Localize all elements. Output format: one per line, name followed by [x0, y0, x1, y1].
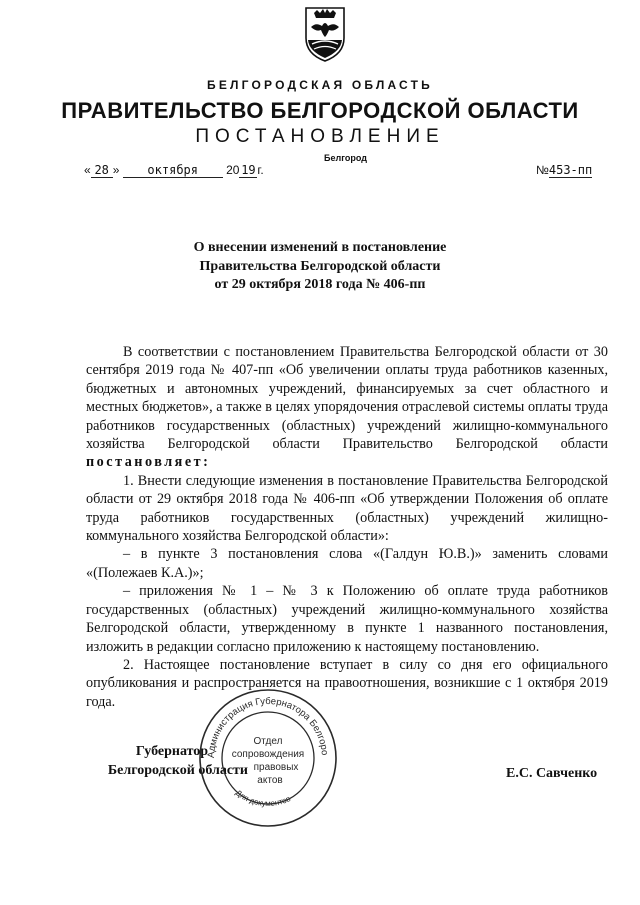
date-line	[84, 163, 264, 178]
date-year-prefix: 20	[226, 163, 240, 177]
stamp-line-2: сопровождения	[231, 749, 305, 760]
date-close-quote: »	[112, 163, 120, 177]
document-body	[86, 343, 608, 711]
number-prefix: №	[536, 163, 549, 177]
official-stamp	[196, 686, 340, 830]
stamp-line-4: актов	[257, 775, 283, 786]
stamp-line-1: Отдел	[253, 736, 283, 747]
date-month: октября	[123, 163, 223, 178]
resolution-keyword: постановляет:	[86, 454, 211, 471]
date-open-quote: «	[84, 163, 91, 177]
stamp-bottom-text: Для документов	[233, 788, 292, 809]
preamble-text: В соответствии с постановлением Правительства Белгородской области от 30 сентября 2019 года № 407-пп «Об увеличении оплаты труда работников казенных, бюджетных и автономных учреждений, финансируемых за счет областного и местных бюджетов», а также в целях упорядочения отраслевой системы оплаты труда работников государственных (областных) учреждений жилищно-коммунального хозяйства Белгородской области Правительство Белгородской области	[86, 344, 608, 453]
position-line-2: Белгородской области	[107, 763, 248, 778]
paragraph-preamble	[86, 343, 608, 472]
paragraph-subitem-b: – приложения № 1 – № 3 к Положению об оплате труда работников государственных (областных) учреждений жилищно-коммунального хозяйства Белгородской области, утвержденному в пункте 1 названного постановления, изложить в редакции согласно приложению к настоящему постановлению.	[86, 583, 608, 655]
paragraph-item-2: 2. Настоящее постановление вступает в силу со дня его официального опубликования и распространяется на правоотношения, возникшие с 1 октября 2019 года.	[86, 656, 608, 710]
paragraph-item-1: 1. Внести следующие изменения в постановление Правительства Белгородской области от 29 октября 2018 года № 406-пп «Об утверждении Положения об оплате труда работников государственных (областных) учреждений жилищно-коммунального хозяйства Белгородской области»:	[86, 472, 608, 545]
document-number	[536, 163, 592, 177]
date-year-suffix: 19	[241, 163, 256, 177]
government-heading: ПРАВИТЕЛЬСТВО БЕЛГОРОДСКОЙ ОБЛАСТИ	[61, 98, 579, 123]
title-line-3: от 29 октября 2018 года № 406-пп	[214, 277, 426, 292]
signatory-name: Е.С. Савченко	[506, 766, 598, 781]
title-line-2: Правительства Белгородской области	[199, 258, 441, 274]
position-line-1: Губернатор	[135, 744, 209, 759]
stamp-line-3: правовых	[253, 762, 299, 773]
city-label: Белгород	[324, 153, 367, 163]
region-heading: БЕЛГОРОДСКАЯ ОБЛАСТЬ	[207, 78, 433, 92]
title-line-1: О внесении изменений в постановление	[193, 240, 447, 255]
coat-of-arms-emblem	[302, 4, 348, 64]
date-day: 28	[91, 163, 113, 178]
paragraph-subitem-a: – в пункте 3 постановления слова «(Галдун Ю.В.)» заменить словами «(Полежаев К.А.)»;	[86, 546, 608, 581]
date-year-abbr: г.	[257, 163, 264, 177]
number-value: 453-пп	[548, 163, 593, 177]
document-title	[0, 239, 640, 295]
document-kind: ПОСТАНОВЛЕНИЕ	[195, 126, 445, 147]
stamp-ring-text: Администрация Губернатора Белгоро	[205, 695, 330, 759]
